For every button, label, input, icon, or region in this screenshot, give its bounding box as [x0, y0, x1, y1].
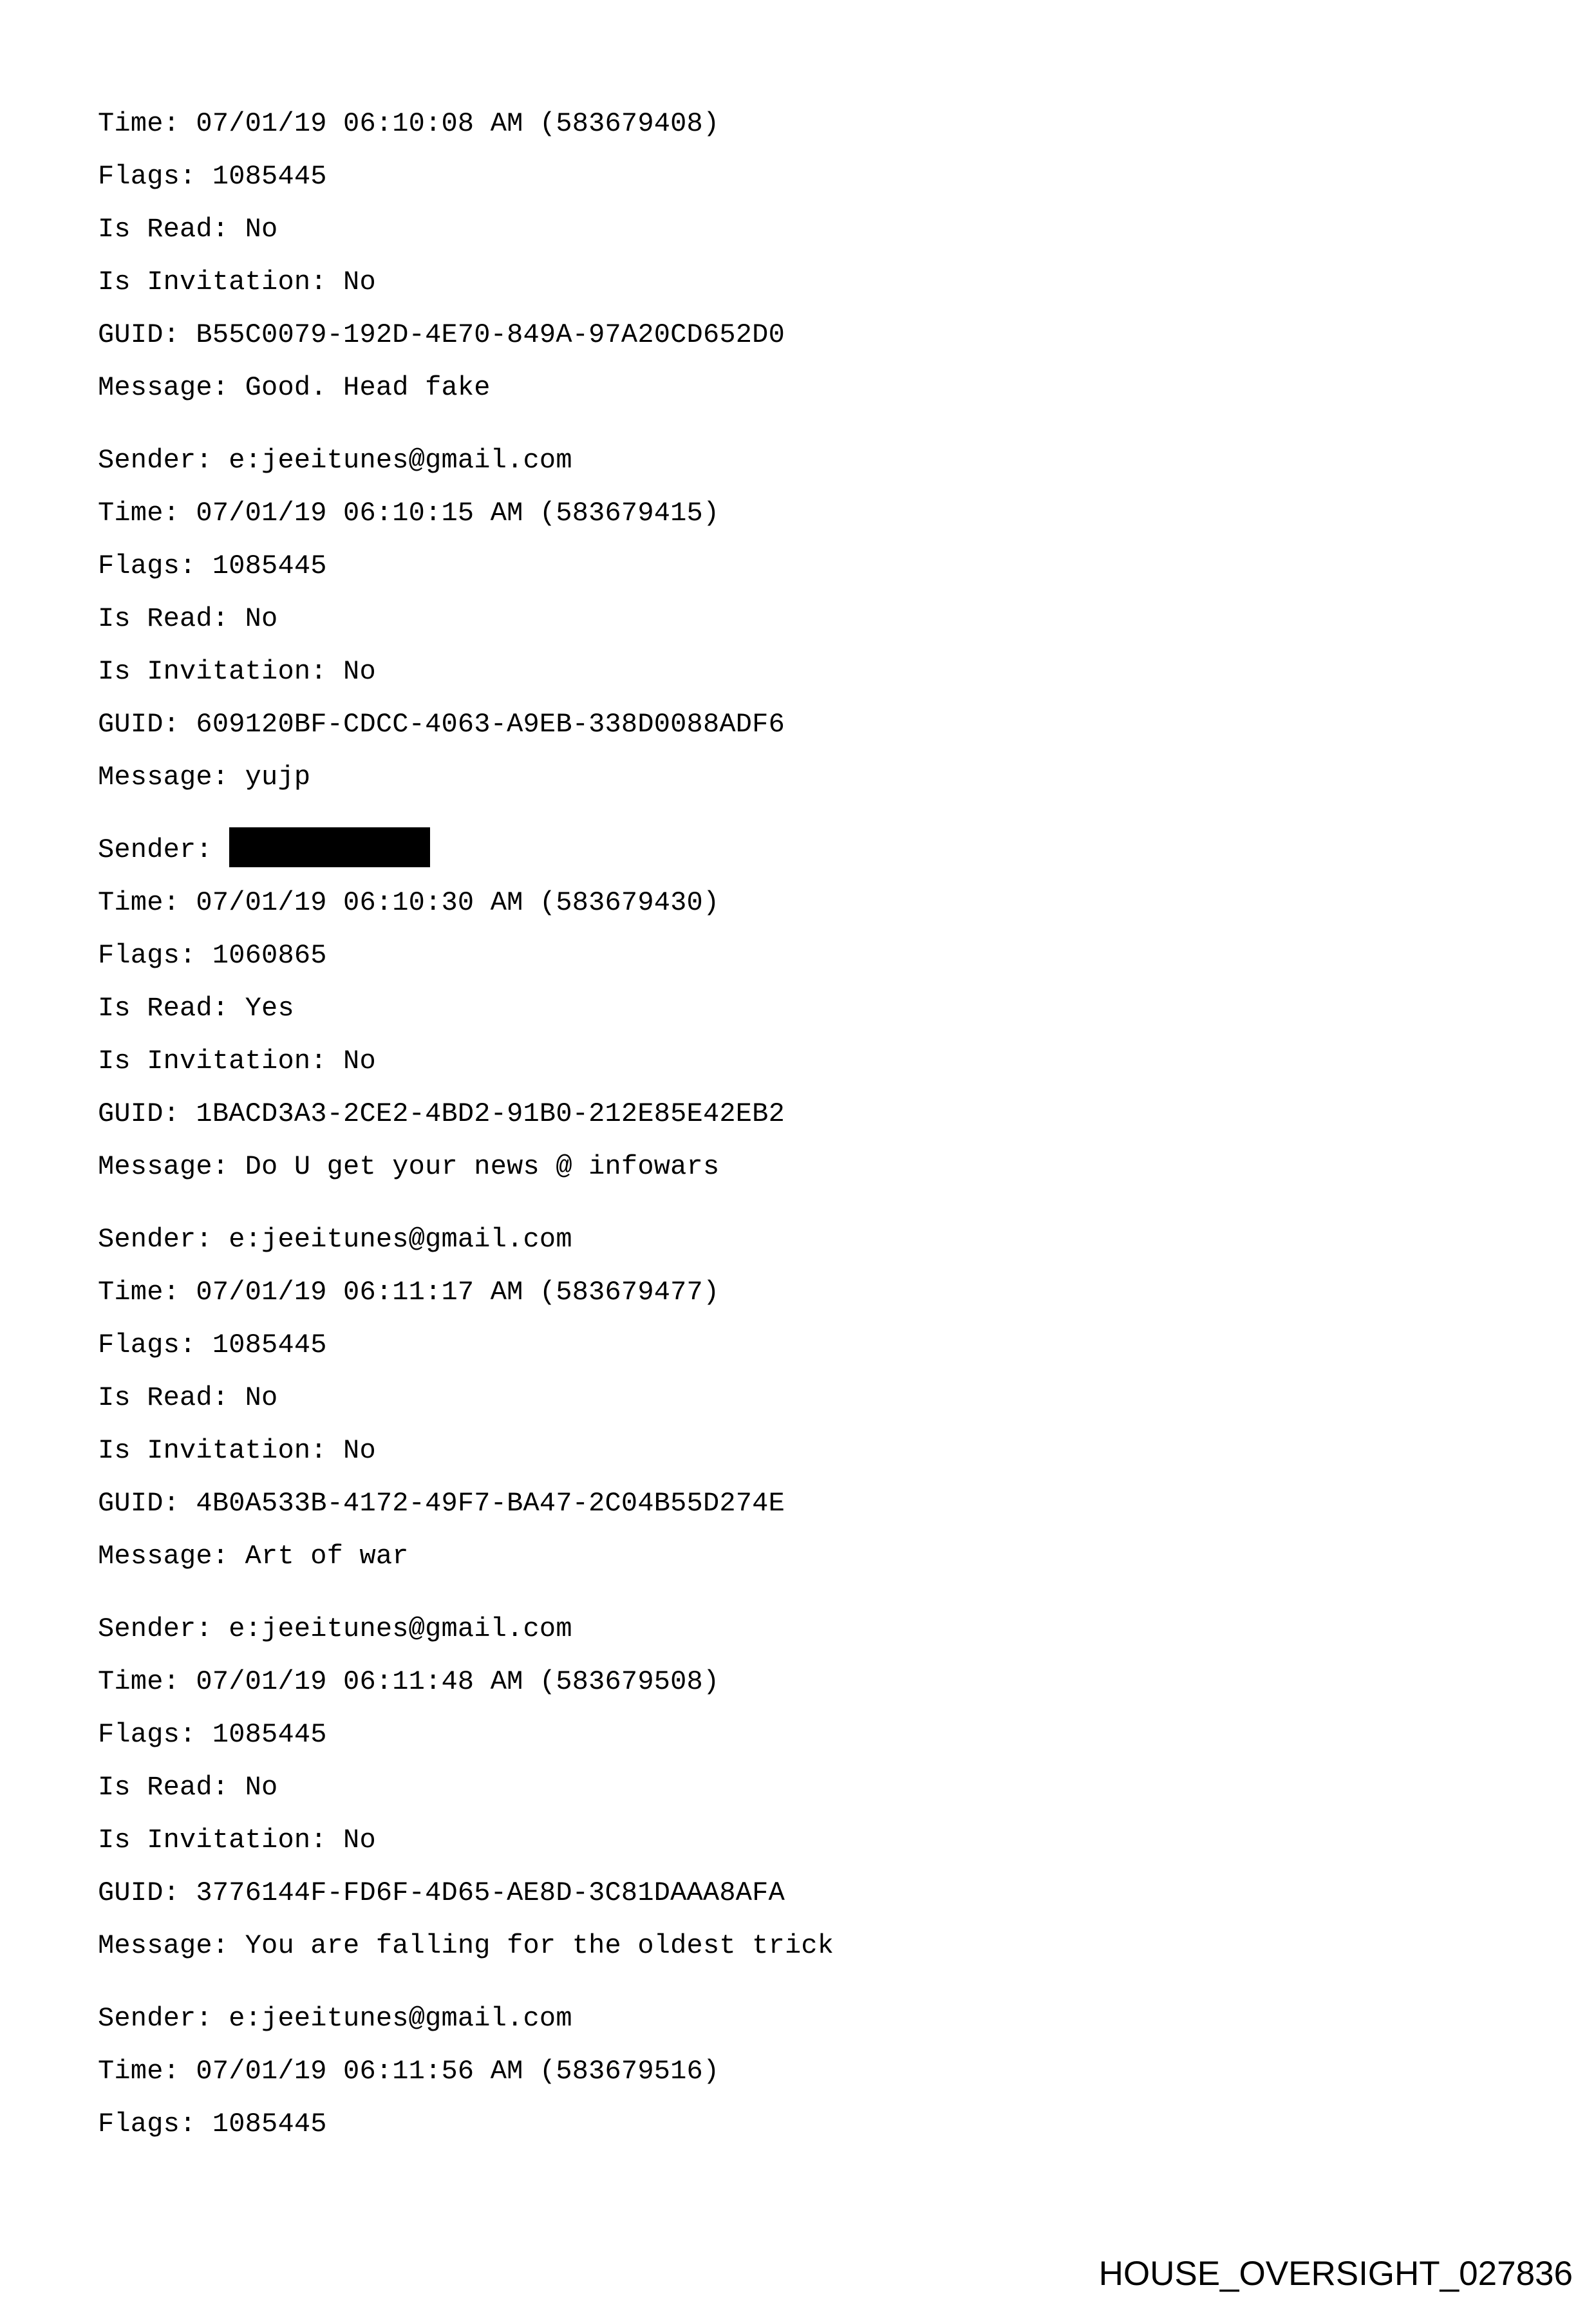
record-line: [98, 1919, 1557, 1972]
record-line-text: GUID: 3776144F-FD6F-4D65-AE8D-3C81DAAA8AFA: [98, 1877, 785, 1908]
record-line-text: GUID: B55C0079-192D-4E70-849A-97A20CD652D0: [98, 319, 785, 350]
record-line: [98, 2045, 1557, 2098]
record-line: [98, 929, 1557, 982]
record-line: [98, 1266, 1557, 1319]
message-record: [98, 1992, 1557, 2150]
record-line: [98, 1140, 1557, 1193]
record-line-text: Flags: 1085445: [98, 1330, 327, 1360]
record-line: [98, 150, 1557, 203]
record-line: [98, 751, 1557, 804]
record-line-text: Sender:: [98, 834, 212, 865]
message-record: [98, 97, 1557, 414]
record-line-text: Is Read: No: [98, 1382, 278, 1413]
record-line-text: Flags: 1085445: [98, 161, 327, 192]
record-line: [98, 1814, 1557, 1866]
record-line-text: Message: You are falling for the oldest trick: [98, 1930, 834, 1961]
record-line: [98, 256, 1557, 308]
record-line: [98, 203, 1557, 256]
record-line-text: Is Invitation: No: [98, 1046, 376, 1076]
record-line-text: Time: 07/01/19 06:10:30 AM (583679430): [98, 887, 720, 918]
record-line-text: Is Read: No: [98, 1772, 278, 1803]
record-line: [98, 308, 1557, 361]
record-line-text: Sender: e:jeeitunes@gmail.com: [98, 2003, 572, 2034]
record-line-text: Is Read: No: [98, 603, 278, 634]
record-line-text: Is Invitation: No: [98, 1825, 376, 1856]
record-line-text: Is Read: No: [98, 214, 278, 245]
record-line: [98, 1866, 1557, 1919]
record-line: [98, 1603, 1557, 1655]
record-line-text: Is Invitation: No: [98, 267, 376, 297]
record-line-text: Flags: 1085445: [98, 1719, 327, 1750]
record-line: [98, 1424, 1557, 1477]
message-log: [98, 97, 1557, 2170]
record-line: [98, 876, 1557, 929]
record-line-text: Sender: e:jeeitunes@gmail.com: [98, 1224, 572, 1255]
record-line: [98, 592, 1557, 645]
record-line: [98, 982, 1557, 1035]
record-line: [98, 1708, 1557, 1761]
record-line-text: Time: 07/01/19 06:11:56 AM (583679516): [98, 2056, 720, 2087]
record-line: [98, 540, 1557, 592]
record-line: [98, 434, 1557, 487]
record-line-text: Sender: e:jeeitunes@gmail.com: [98, 445, 572, 476]
record-line: [98, 361, 1557, 414]
record-line: [98, 1761, 1557, 1814]
record-line: [98, 1371, 1557, 1424]
record-line-text: Message: Art of war: [98, 1541, 409, 1572]
record-line: [98, 1530, 1557, 1583]
record-line: [98, 1477, 1557, 1530]
record-line: [98, 97, 1557, 150]
record-line-text: GUID: 4B0A533B-4172-49F7-BA47-2C04B55D274E: [98, 1488, 785, 1519]
record-line-text: GUID: 1BACD3A3-2CE2-4BD2-91B0-212E85E42EB2: [98, 1098, 785, 1129]
record-line-text: Flags: 1085445: [98, 550, 327, 581]
record-line-text: Message: Good. Head fake: [98, 372, 491, 403]
record-line-text: Message: yujp: [98, 762, 311, 793]
record-line-text: Flags: 1060865: [98, 940, 327, 971]
record-line-text: Is Read: Yes: [98, 993, 294, 1024]
record-line-text: Time: 07/01/19 06:11:48 AM (583679508): [98, 1666, 720, 1697]
record-line: [98, 1655, 1557, 1708]
record-line: [98, 2098, 1557, 2150]
message-record: [98, 1603, 1557, 1972]
record-line-text: Sender: e:jeeitunes@gmail.com: [98, 1613, 572, 1644]
record-line: [98, 823, 1557, 876]
redaction-bar: [229, 827, 430, 867]
record-line-text: Is Invitation: No: [98, 656, 376, 687]
record-line-text: GUID: 609120BF-CDCC-4063-A9EB-338D0088ADF6: [98, 709, 785, 740]
record-line: [98, 487, 1557, 540]
record-line-text: Time: 07/01/19 06:11:17 AM (583679477): [98, 1277, 720, 1308]
bates-number: HOUSE_OVERSIGHT_027836: [1098, 2255, 1573, 2293]
record-line: [98, 1992, 1557, 2045]
message-record: [98, 1213, 1557, 1583]
record-line-text: Time: 07/01/19 06:10:08 AM (583679408): [98, 108, 720, 139]
record-line-text: Time: 07/01/19 06:10:15 AM (583679415): [98, 498, 720, 529]
record-line: [98, 645, 1557, 698]
message-record: [98, 823, 1557, 1193]
record-line: [98, 1213, 1557, 1266]
record-line: [98, 698, 1557, 751]
record-line-text: Message: Do U get your news @ infowars: [98, 1151, 720, 1182]
message-record: [98, 434, 1557, 804]
record-line-text: Flags: 1085445: [98, 2109, 327, 2139]
record-line: [98, 1087, 1557, 1140]
record-line: [98, 1035, 1557, 1087]
record-line: [98, 1319, 1557, 1371]
record-line-text: Is Invitation: No: [98, 1435, 376, 1466]
